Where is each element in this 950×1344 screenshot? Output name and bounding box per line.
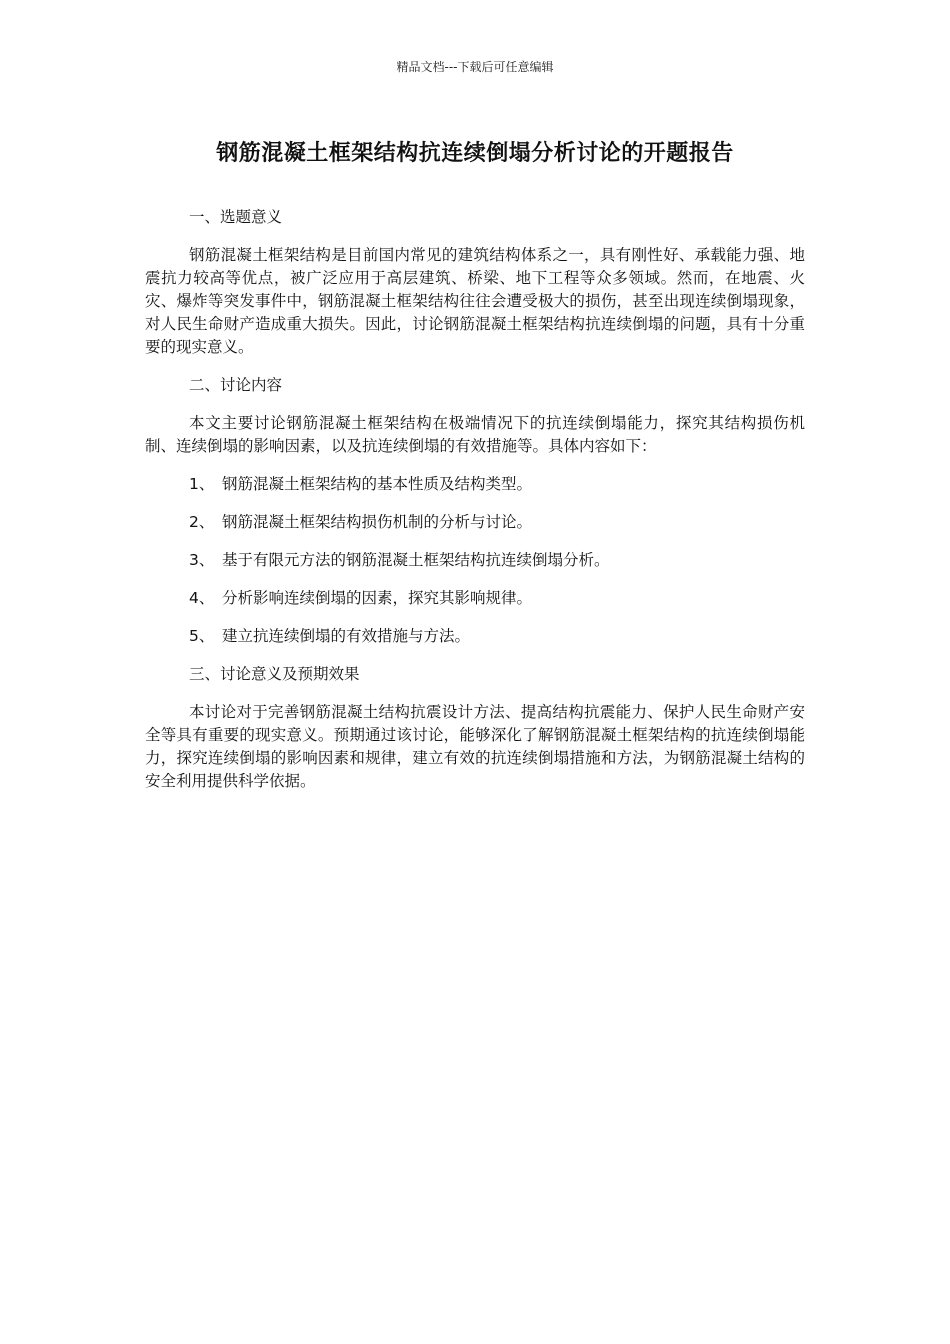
section-heading-expected-effect: 三、讨论意义及预期效果 <box>189 665 360 683</box>
section-heading-content: 二、讨论内容 <box>189 376 283 394</box>
list-item-number: 1、 <box>189 475 215 493</box>
list-item-text: 钢筋混凝土框架结构的基本性质及结构类型。 <box>222 475 533 493</box>
section-paragraph-content: 本文主要讨论钢筋混凝土框架结构在极端情况下的抗连续倒塌能力，探究其结构损伤机制、连续倒塌的影响因素，以及抗连续倒塌的有效措施等。具体内容如下： <box>145 414 805 455</box>
list-item-text: 基于有限元方法的钢筋混凝土框架结构抗连续倒塌分析。 <box>222 551 610 569</box>
list-item-number: 2、 <box>189 513 215 531</box>
list-item <box>145 473 805 496</box>
content-list <box>145 473 805 648</box>
list-item <box>145 587 805 610</box>
list-item <box>145 625 805 648</box>
document-body <box>145 206 805 808</box>
list-item-number: 4、 <box>189 589 215 607</box>
section-paragraph-expected-effect: 本讨论对于完善钢筋混凝土结构抗震设计方法、提高结构抗震能力、保护人民生命财产安全等具有重要的现实意义。预期通过该讨论，能够深化了解钢筋混凝土框架结构的抗连续倒塌能力，探究连续倒塌的影响因素和规律，建立有效的抗连续倒塌措施和方法，为钢筋混凝土结构的安全利用提供科学依据。 <box>145 703 805 790</box>
list-item <box>145 511 805 534</box>
document-title: 钢筋混凝土框架结构抗连续倒塌分析讨论的开题报告 <box>216 141 734 166</box>
list-item-number: 5、 <box>189 627 215 645</box>
list-item-text: 钢筋混凝土框架结构损伤机制的分析与讨论。 <box>222 513 533 531</box>
list-item-text: 分析影响连续倒塌的因素，探究其影响规律。 <box>222 589 533 607</box>
list-item-text: 建立抗连续倒塌的有效措施与方法。 <box>222 627 471 645</box>
section-heading-significance: 一、选题意义 <box>189 208 283 226</box>
section-paragraph-significance: 钢筋混凝土框架结构是目前国内常见的建筑结构体系之一，具有刚性好、承载能力强、地震抗力较高等优点，被广泛应用于高层建筑、桥梁、地下工程等众多领域。然而，在地震、火灾、爆炸等突发事件中，钢筋混凝土框架结构往往会遭受极大的损伤，甚至出现连续倒塌现象，对人民生命财产造成重大损失。因此，讨论钢筋混凝土框架结构抗连续倒塌的问题，具有十分重要的现实意义。 <box>145 246 805 356</box>
list-item <box>145 549 805 572</box>
list-item-number: 3、 <box>189 551 215 569</box>
page-header: 精品文档---下载后可任意编辑 <box>396 60 554 74</box>
